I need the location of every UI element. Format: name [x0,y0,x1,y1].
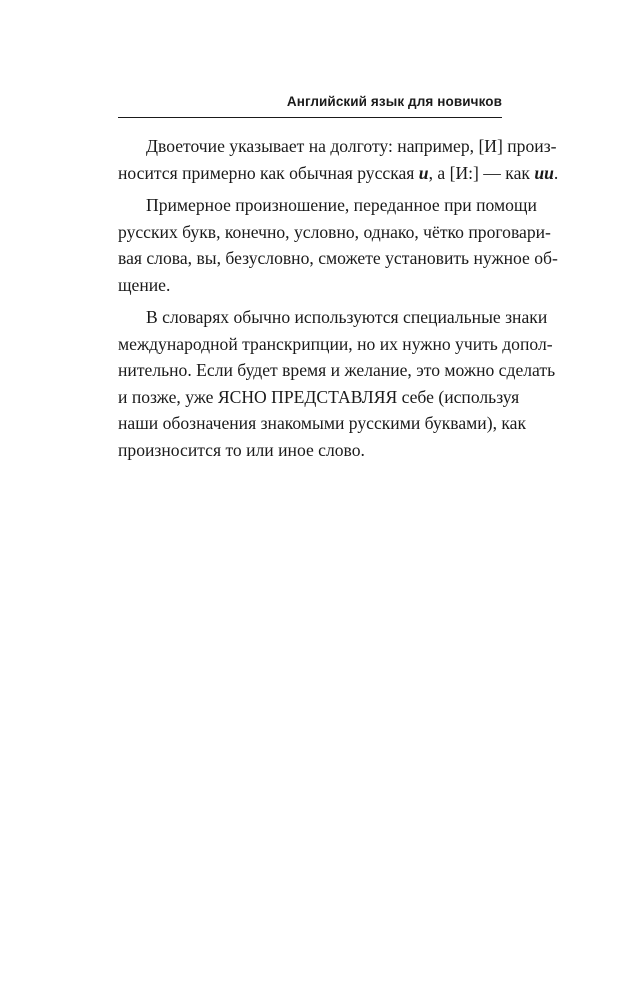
text-run: русских букв, конечно, условно, однако, чётко проговари- [118,221,551,242]
text-line [118,304,548,331]
text-run: носится примерно как обычная русская [118,162,419,183]
text-line [118,133,557,160]
text-run: В словарях обычно используются специальные знаки [146,307,548,327]
text-line [118,331,553,358]
text-run: Двоеточие указывает на долготу: например, [И] произ- [146,136,557,156]
text-line [118,192,537,219]
paragraph [118,133,559,186]
text-line [118,160,559,187]
text-line [118,384,520,411]
paragraph [118,304,556,463]
text-run: Примерное произношение, переданное при помощи [146,195,537,215]
text-run: произносится то или иное слово. [118,439,365,460]
body-text [118,133,559,469]
text-run: наши обозначения знакомыми русскими буквами), как [118,413,527,433]
text-run: и позже, уже ЯСНО ПРЕДСТАВЛЯЯ себе (используя [118,386,520,407]
emphasized-letters: ии [534,162,554,183]
text-line [118,410,527,437]
text-run: нительно. Если будет время и желание, это можно сделать [118,360,556,380]
text-line [118,437,502,464]
running-head: Английский язык для новичков [286,94,502,109]
emphasized-letters: и [418,162,429,183]
text-line [118,357,556,384]
text-run: . [553,162,559,183]
text-line [118,245,558,272]
paragraph [118,192,558,298]
text-run: международной транскрипции, но их нужно учить допол- [118,333,553,354]
text-run: щение. [118,274,171,295]
text-run: , а [И:] — как [428,162,535,183]
header-rule [118,117,502,118]
text-line [118,272,502,299]
text-line [118,219,551,246]
text-run: вая слова, вы, безусловно, сможете установить нужное об- [118,248,558,268]
